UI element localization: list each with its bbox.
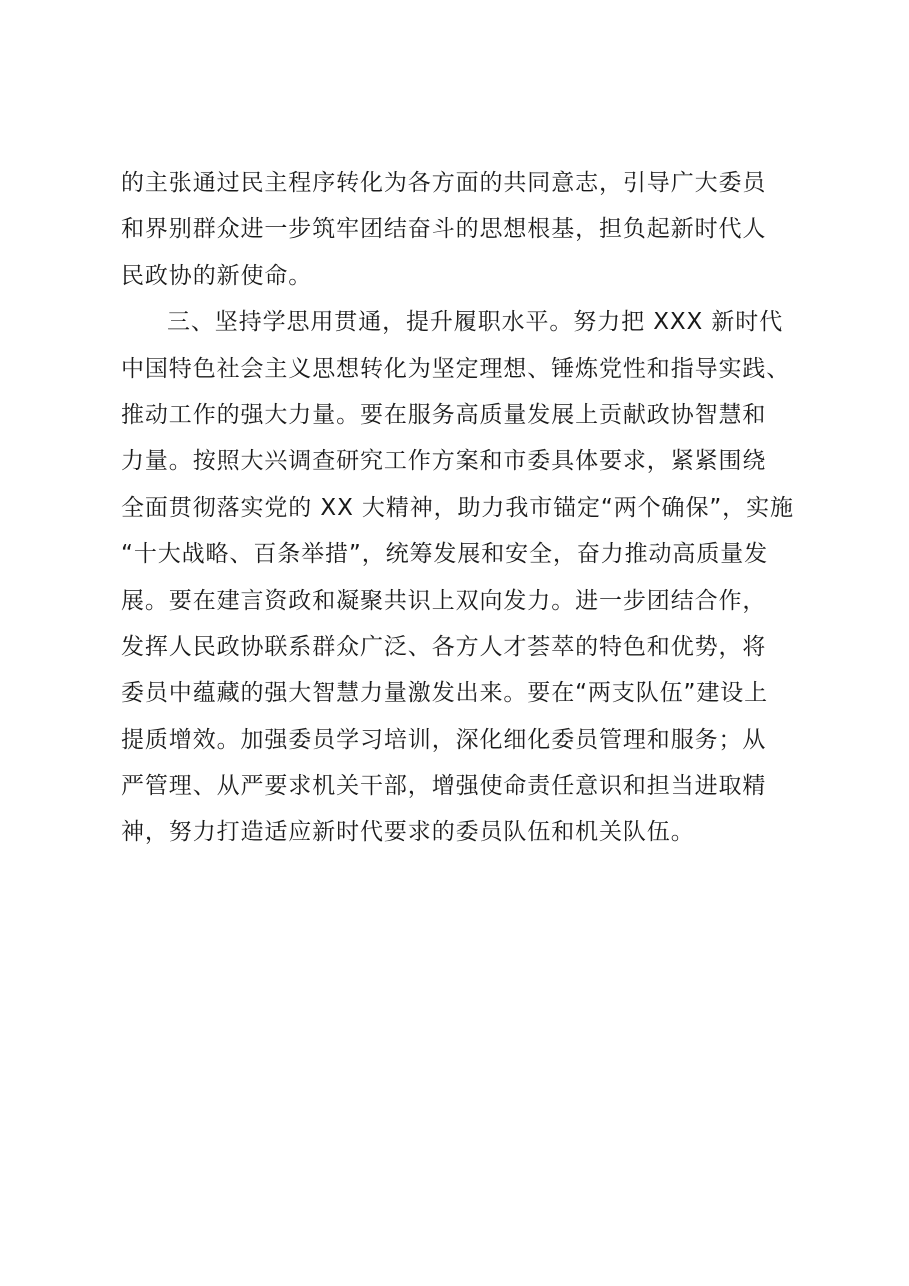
text-line: 民政协的新使命。 bbox=[121, 262, 313, 289]
text-line: 提质增效。加强委员学习培训，深化细化委员管理和服务；从 bbox=[121, 726, 767, 753]
text-line: 力量。按照大兴调查研究工作方案和市委具体要求，紧紧围绕 bbox=[121, 448, 767, 475]
text-line: 全面贯彻落实党的 XX 大精神，助力我市锚定“两个确保”，实施 bbox=[121, 494, 794, 521]
text-line: 神，努力打造适应新时代要求的委员队伍和机关队伍。 bbox=[121, 819, 695, 846]
text-line: “十大战略、百条举措”，统筹发展和安全，奋力推动高质量发 bbox=[121, 541, 769, 568]
text-line: 展。要在建言资政和凝聚共识上双向发力。进一步团结合作， bbox=[121, 587, 767, 614]
text-line: 中国特色社会主义思想转化为坚定理想、锤炼党性和指导实践、 bbox=[121, 355, 791, 382]
text-line: 委员中蕴藏的强大智慧力量激发出来。要在“两支队伍”建设上 bbox=[121, 680, 769, 707]
text-line: 和界别群众进一步筑牢团结奋斗的思想根基，担负起新时代人 bbox=[121, 216, 767, 243]
text-line: 严管理、从严要求机关干部，增强使命责任意识和担当进取精 bbox=[121, 773, 767, 800]
body-text bbox=[121, 160, 811, 856]
text-line: 推动工作的强大力量。要在服务高质量发展上贡献政协智慧和 bbox=[121, 401, 767, 428]
text-line: 的主张通过民主程序转化为各方面的共同意志，引导广大委员 bbox=[121, 170, 767, 196]
section-heading-line: 三、坚持学思用贯通，提升履职水平。努力把 XXX 新时代 bbox=[167, 309, 784, 336]
text-line: 发挥人民政协联系群众广泛、各方人才荟萃的特色和优势，将 bbox=[121, 633, 767, 660]
